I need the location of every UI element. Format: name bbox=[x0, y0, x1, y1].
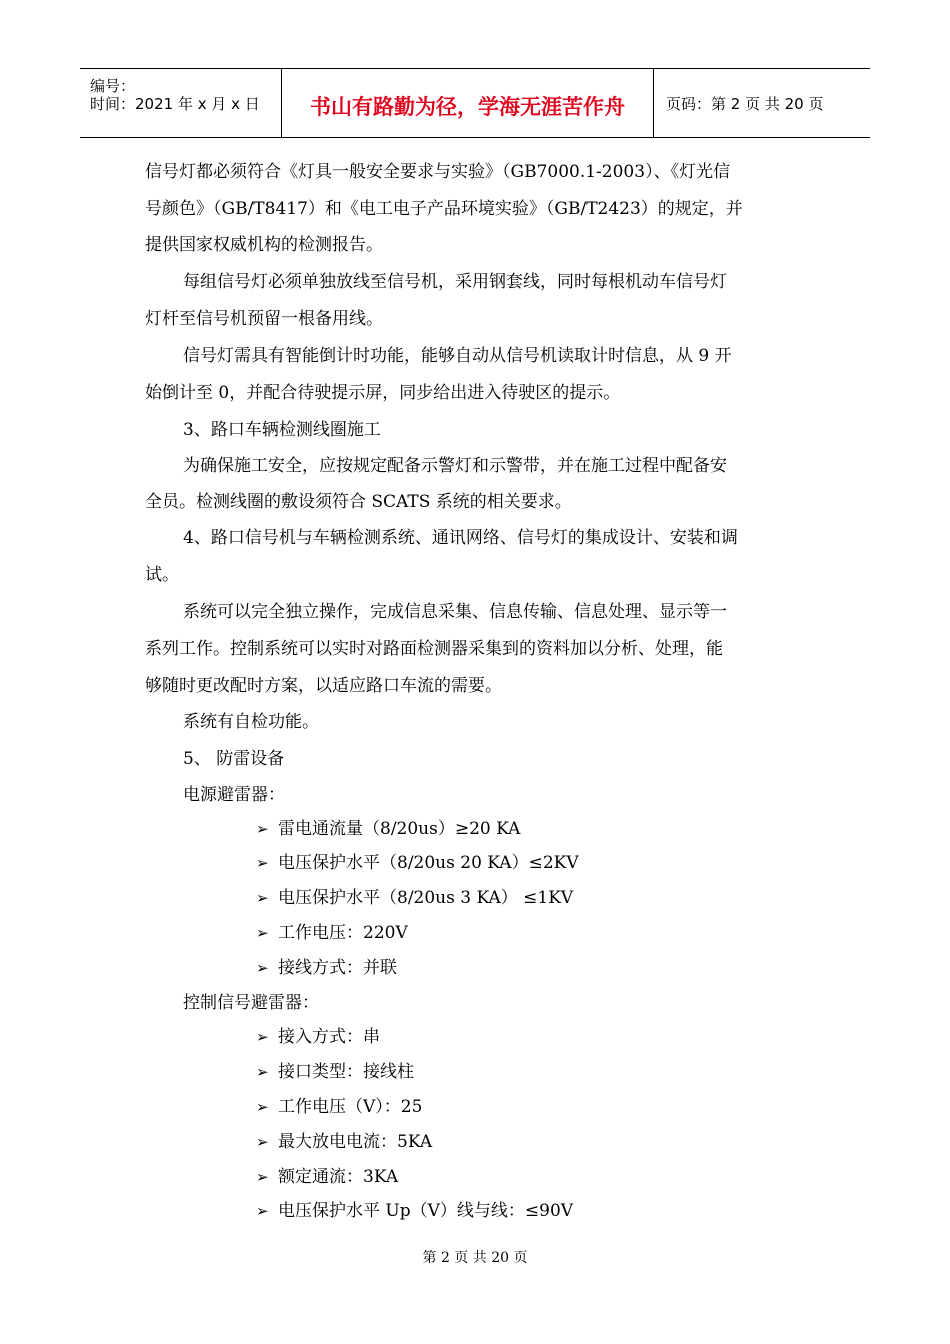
arrow-bullet-icon: ➢ bbox=[256, 1168, 269, 1186]
body-line: 系列工作。控制系统可以实时对路面检测器采集到的资料加以分析、处理，能 bbox=[145, 639, 723, 659]
body-line: 为确保施工安全，应按规定配备示警灯和示警带，并在施工过程中配备安 bbox=[183, 456, 727, 476]
body-line: 每组信号灯必须单独放线至信号机，采用钢套线，同时每根机动车信号灯 bbox=[183, 272, 727, 292]
body-line: 提供国家权威机构的检测报告。 bbox=[145, 235, 383, 255]
list-item: ➢ 电压保护水平 Up（V）线与线：≤90V bbox=[256, 1201, 574, 1221]
list-item: ➢ 工作电压：220V bbox=[256, 923, 408, 943]
body-line: 够随时更改配时方案，以适应路口车流的需要。 bbox=[145, 676, 502, 696]
section-heading: 4、路口信号机与车辆检测系统、通讯网络、信号灯的集成设计、安装和调 bbox=[183, 528, 738, 548]
subsection-label: 控制信号避雷器： bbox=[183, 993, 319, 1013]
arrow-bullet-icon: ➢ bbox=[256, 924, 269, 942]
body-line: 号颜色》（GB/T8417）和《电工电子产品环境实验》（GB/T2423）的规定，并 bbox=[145, 199, 743, 219]
body-line: 灯杆至信号机预留一根备用线。 bbox=[145, 309, 383, 329]
page-footer: 第 2 页 共 20 页 bbox=[422, 1250, 528, 1266]
section-heading: 3、路口车辆检测线圈施工 bbox=[183, 420, 381, 440]
subsection-label: 电源避雷器： bbox=[183, 785, 285, 805]
arrow-bullet-icon: ➢ bbox=[256, 854, 269, 872]
list-item: ➢ 工作电压（V）：25 bbox=[256, 1097, 423, 1117]
arrow-bullet-icon: ➢ bbox=[256, 820, 269, 838]
list-item: ➢ 接入方式：串 bbox=[256, 1027, 380, 1047]
arrow-bullet-icon: ➢ bbox=[256, 1098, 269, 1116]
list-item: ➢ 接线方式：并联 bbox=[256, 958, 397, 978]
list-item: ➢ 电压保护水平（8/20us 20 KA）≤2KV bbox=[256, 853, 579, 873]
list-item: ➢ 额定通流：3KA bbox=[256, 1167, 399, 1187]
body-line: 始倒计至 0，并配合待驶提示屏，同步给出进入待驶区的提示。 bbox=[145, 383, 621, 403]
body-line: 全员。检测线圈的敷设须符合 SCATS 系统的相关要求。 bbox=[145, 492, 572, 512]
header-motto-cell bbox=[282, 69, 654, 137]
body-line: 试。 bbox=[145, 565, 179, 585]
header-page-info: 页码：第 2 页 共 20 页 bbox=[666, 95, 824, 113]
list-item: ➢ 最大放电电流：5KA bbox=[256, 1132, 433, 1152]
page-header bbox=[80, 68, 870, 138]
arrow-bullet-icon: ➢ bbox=[256, 889, 269, 907]
body-line: 系统有自检功能。 bbox=[183, 712, 319, 732]
body-line: 信号灯都必须符合《灯具一般安全要求与实验》（GB7000.1-2003）、《灯光信 bbox=[145, 162, 731, 182]
document-time-label: 时间：2021 年 x 月 x 日 bbox=[90, 95, 260, 113]
section-heading: 5、 防雷设备 bbox=[183, 749, 285, 769]
body-line: 信号灯需具有智能倒计时功能，能够自动从信号机读取计时信息，从 9 开 bbox=[183, 346, 732, 366]
header-meta-cell bbox=[80, 69, 282, 137]
arrow-bullet-icon: ➢ bbox=[256, 959, 269, 977]
body-line: 系统可以完全独立操作，完成信息采集、信息传输、信息处理、显示等一 bbox=[183, 602, 727, 622]
list-item: ➢ 雷电通流量（8/20us）≥20 KA bbox=[256, 819, 521, 839]
arrow-bullet-icon: ➢ bbox=[256, 1063, 269, 1081]
arrow-bullet-icon: ➢ bbox=[256, 1202, 269, 1220]
list-item: ➢ 电压保护水平（8/20us 3 KA） ≤1KV bbox=[256, 888, 574, 908]
document-number-label: 编号： bbox=[90, 77, 136, 95]
header-page-cell bbox=[654, 69, 870, 137]
arrow-bullet-icon: ➢ bbox=[256, 1133, 269, 1151]
arrow-bullet-icon: ➢ bbox=[256, 1028, 269, 1046]
list-item: ➢ 接口类型：接线柱 bbox=[256, 1062, 414, 1082]
header-motto: 书山有路勤为径，学海无涯苦作舟 bbox=[310, 95, 625, 119]
